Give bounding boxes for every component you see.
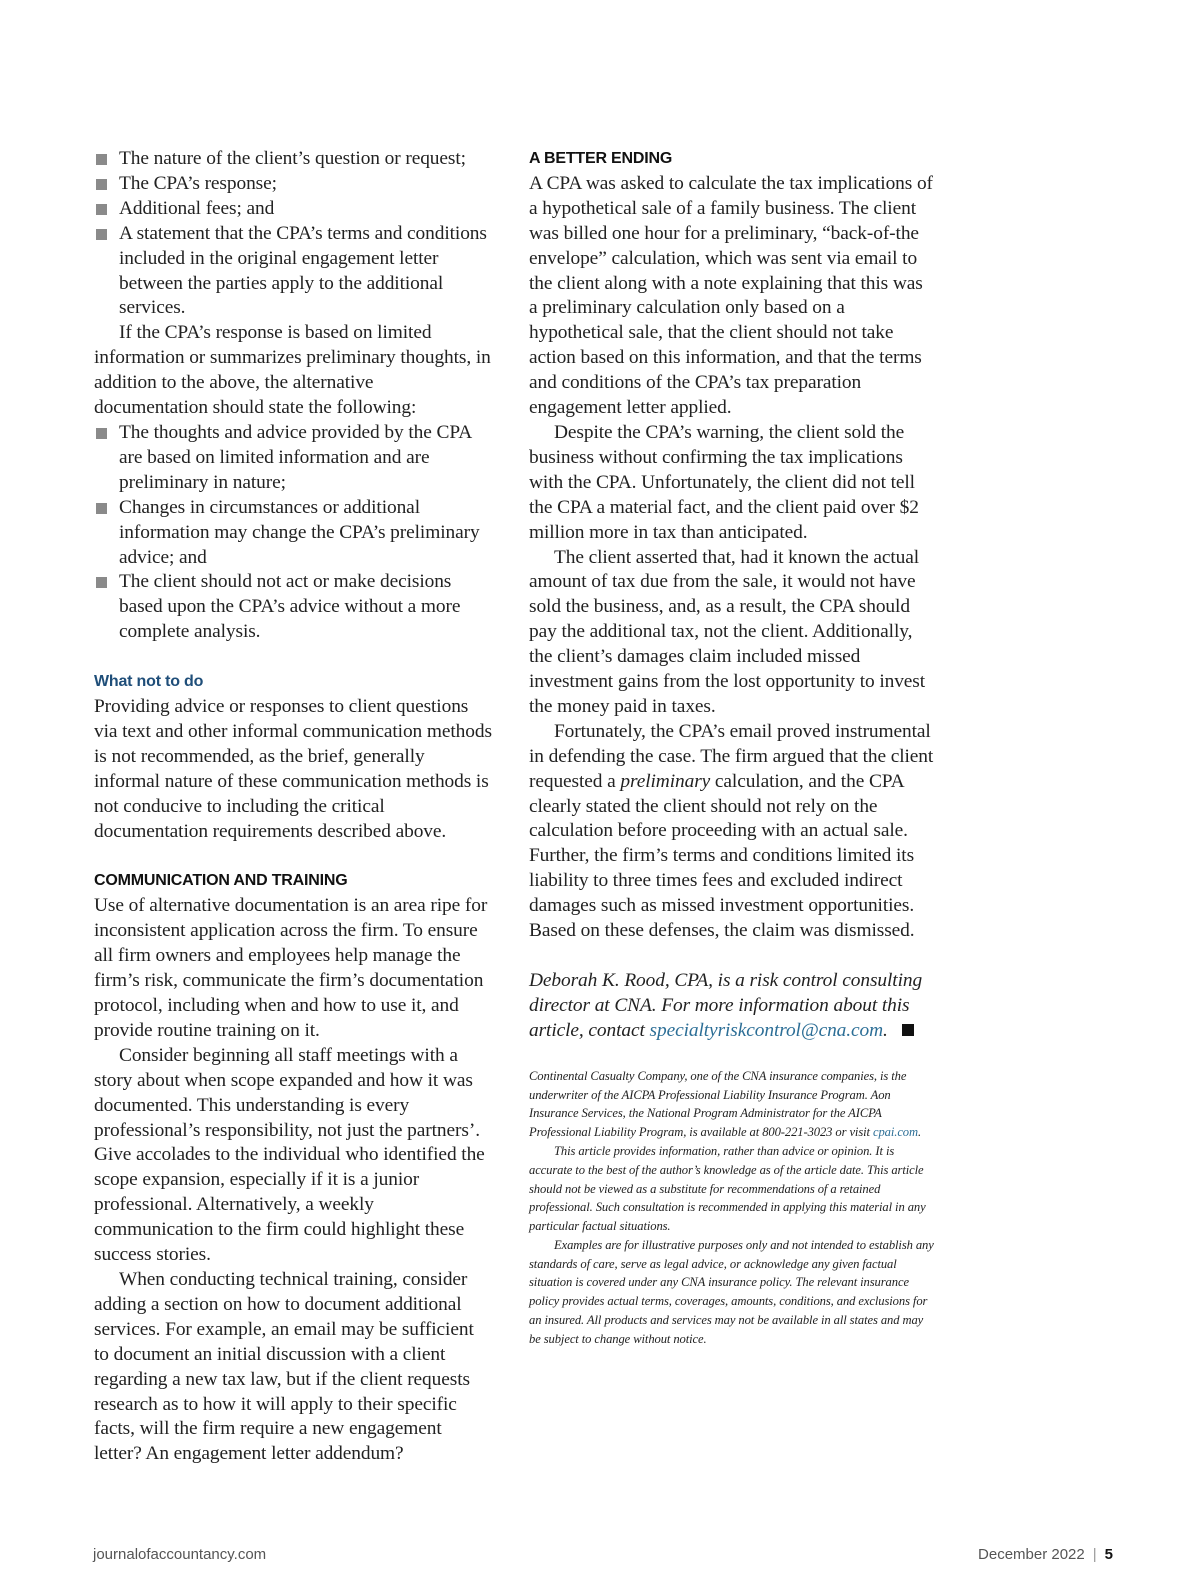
documentation-items-list <box>94 147 492 321</box>
right-column <box>529 147 934 1349</box>
paragraph: Providing advice or responses to client questions via text and other informal communication methods is not recommended, as the brief, generally informal nature of these communication methods is not conducive to including the critical documentation requirements described above. <box>94 696 492 842</box>
paragraph: If the CPA’s response is based on limited information or summarizes preliminary thoughts, in addition to the above, the alternative documentation should state the following: <box>94 322 491 419</box>
author-bio <box>529 969 934 1044</box>
paragraph <box>529 720 934 944</box>
list-item: Additional fees; and <box>94 197 492 222</box>
paragraph-text: Fortunately, the CPA’s email proved instrumental in defending the case. The firm argued that the client requested a <box>529 720 934 792</box>
disclaimer-paragraph: This article provides information, rather than advice or opinion. It is accurate to the best of the author’s knowledge as of the article date. This article should not be viewed as a substitute for recommendations of a retained professional. Such consultation is recommended in applying this material in any particular factual situations. <box>529 1143 926 1234</box>
page-number: 5 <box>1104 1546 1113 1563</box>
emphasis-text: preliminary <box>620 770 711 792</box>
disclaimer-period: . <box>918 1125 922 1140</box>
footer-site <box>93 1545 266 1565</box>
site-url[interactable]: journalofaccountancy.com <box>93 1546 267 1563</box>
paragraph: Use of alternative documentation is an area ripe for inconsistent application across the firm. To ensure all firm owners and employees help manage the firm’s risk, communicate the firm’s documentation protocol, including when and how to use it, and provide routine training on it. <box>94 895 488 1041</box>
subheading-what-not-to-do: What not to do <box>94 673 204 691</box>
paragraph: A CPA was asked to calculate the tax implications of a hypothetical sale of a family business. The client was billed one hour for a preliminary, “back-of-the envelope” calculation, which was sent via email to the client along with a note explaining that this was a preliminary calculation only based on a hypothetical sale, that the client should not take action based on this information, and that the terms and conditions of the CPA’s tax preparation engagement letter applied. <box>529 172 933 419</box>
disclaimer <box>529 1067 934 1349</box>
issue-date: December 2022 <box>978 1546 1085 1563</box>
cpai-link[interactable]: cpai.com <box>872 1125 918 1140</box>
author-email-link[interactable]: specialtyriskcontrol@cna.com <box>649 1019 884 1041</box>
paragraph: Consider beginning all staff meetings with a story about when scope expanded and how it was documented. This understanding is every professional’s responsibility, not just the partners’. Give accolades to the individual who identified the scope expansion, especially if it is a junior professional. Alternatively, a weekly communication to the firm could highlight these success stories. <box>94 1044 485 1266</box>
disclaimer-paragraph: Examples are for illustrative purposes only and not intended to establish any standards of care, serve as legal advice, or acknowledge any given factual situation is covered under any CNA insurance policy. The relevant insurance policy provides actual terms, coverages, amounts, conditions, and exclusions for an insured. All products and services may not be available in all states and may be subject to change without notice. <box>529 1237 934 1346</box>
list-item: Changes in circumstances or additional information may change the CPA’s preliminary advice; and <box>94 496 492 571</box>
footer-page-info <box>978 1545 1113 1565</box>
end-of-article-mark <box>902 1024 914 1036</box>
list-item: The thoughts and advice provided by the CPA are based on limited information and are preliminary in nature; <box>94 421 492 496</box>
paragraph: When conducting technical training, consider adding a section on how to document additional services. For example, an email may be sufficient to document an initial discussion with a client regarding a new tax law, but if the client requests research as to how it will apply to their specific facts, will the firm require a new engagement letter? An engagement letter addendum? <box>94 1268 474 1465</box>
bio-text: Deborah K. Rood, CPA, is a risk control consulting director at CNA. For more information about this article, contact <box>529 970 923 1041</box>
limited-info-list <box>94 421 492 645</box>
list-item: The CPA’s response; <box>94 172 492 197</box>
paragraph: Despite the CPA’s warning, the client sold the business without confirming the tax implications with the CPA. Unfortunately, the client did not tell the CPA a material fact, and the client paid over $2 million more in tax than anticipated. <box>529 421 919 543</box>
list-item: The nature of the client’s question or request; <box>94 147 492 172</box>
footer-separator: | <box>1092 1546 1097 1563</box>
paragraph: The client asserted that, had it known the actual amount of tax due from the sale, it would not have sold the business, and, as a result, the CPA should pay the additional tax, not the client. Additionally, the client’s damages claim included missed investment gains from the lost opportunity to invest the money paid in taxes. <box>529 546 926 717</box>
bio-period: . <box>883 1019 888 1041</box>
paragraph-text: calculation, and the CPA clearly stated the client should not rely on the calculation before proceeding with an actual sale. Further, the firm’s terms and conditions limited its liability to three times fees and excluded indirect damages such as missed investment opportunities. Based on these defenses, the claim was dismissed. <box>529 770 915 942</box>
heading-communication-and-training: COMMUNICATION AND TRAINING <box>94 872 348 890</box>
left-column <box>94 147 492 1467</box>
disclaimer-paragraph <box>529 1067 934 1142</box>
disclaimer-text: Continental Casualty Company, one of the CNA insurance companies, is the underwriter of the AICPA Professional Liability Insurance Program. Aon Insurance Services, the National Program Administrator for the AICPA Professional Liability Program, is available at 800-221-3023 or visit <box>529 1068 907 1140</box>
list-item: The client should not act or make decisions based upon the CPA’s advice without a more complete analysis. <box>94 570 492 645</box>
list-item: A statement that the CPA’s terms and conditions included in the original engagement letter between the parties apply to the additional services. <box>94 222 492 322</box>
heading-a-better-ending: A BETTER ENDING <box>529 150 673 167</box>
